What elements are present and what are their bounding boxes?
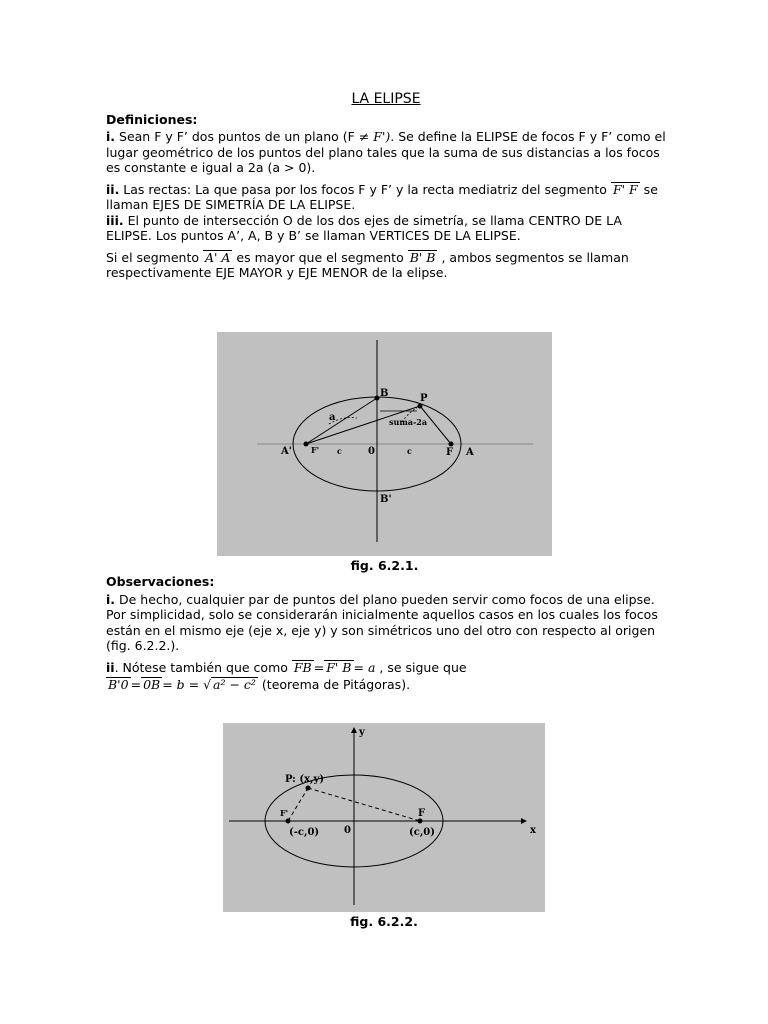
label-aprime: A' xyxy=(281,446,292,457)
label-f-2: F xyxy=(418,808,426,819)
definition-i-text-1: Sean F y F’ dos puntos de un plano (F xyxy=(115,129,359,144)
definitions-heading: Definiciones: xyxy=(106,111,198,127)
label-f: F xyxy=(446,447,454,458)
segment-aprime-a: A' A xyxy=(204,249,231,265)
observation-ii-text-3: (teorema de Pitágoras). xyxy=(257,677,411,692)
observation-ii-formula xyxy=(106,677,666,693)
label-neg-c: (-c,0) xyxy=(289,827,320,838)
segment-fprime-b xyxy=(306,398,377,444)
point-fprime xyxy=(304,442,309,447)
segment-bprime-b: B' B xyxy=(409,249,436,265)
segment-fprime-p-2 xyxy=(288,788,308,821)
ellipse-diagram-1 xyxy=(217,332,552,556)
point-f xyxy=(449,442,454,447)
definition-iv-text-2: es mayor que el segmento xyxy=(232,249,408,265)
observations-section xyxy=(106,574,666,699)
point-p xyxy=(418,404,423,409)
page-title: LA ELIPSE xyxy=(351,91,421,107)
label-origin: 0 xyxy=(368,446,375,457)
ellipse-diagram-2 xyxy=(223,723,545,912)
definition-i-text-2: . Se define la ELIPSE de focos F y F’ como el lugar geométrico de los puntos del plano tales que la suma de sus distancias a los focos es constante e igual a 2a (a > 0). xyxy=(106,129,666,175)
label-c-right: c xyxy=(407,446,412,456)
definition-ii xyxy=(106,182,666,213)
equation-1-equals: = xyxy=(313,659,325,675)
definition-iii xyxy=(106,213,666,244)
not-equal-expression: ≠ F') xyxy=(358,129,391,144)
document-body xyxy=(106,92,666,287)
observations-heading: Observaciones: xyxy=(106,574,215,589)
definition-i xyxy=(106,129,666,176)
segment-fb: FB xyxy=(293,659,312,675)
definition-iv-text-3: , ambos segmentos se llaman respectivamente EJE MAYOR y EJE MENOR de la elipse. xyxy=(106,249,629,280)
label-b: B xyxy=(380,388,389,399)
figure-6-2-1 xyxy=(217,332,552,556)
label-fprime-2: F' xyxy=(280,808,289,818)
figure-6-2-2 xyxy=(223,723,545,912)
definition-i-number: i. xyxy=(106,129,116,144)
definition-ii-text-2: se llaman EJES DE SIMETRÍA DE LA ELIPSE. xyxy=(106,181,658,212)
equation-2-equals: = xyxy=(130,677,142,692)
observation-ii-text-2: , se sigue que xyxy=(375,659,467,675)
equation-1-value: = a xyxy=(353,659,376,675)
label-a: a xyxy=(329,412,336,423)
observation-ii-number: ii xyxy=(106,659,115,675)
observation-i-text: De hecho, cualquier par de puntos del plano pueden servir como focos de una elipse. Por simplicidad, solo se considerarán inicialmente aquellos casos en los cuales los focos están en el mismo eje (eje x, eje y) y son simétricos uno del otro con respecto al origen (fig. 6.2.2.). xyxy=(106,591,658,653)
label-pos-c: (c,0) xyxy=(409,827,435,838)
definition-iv xyxy=(106,250,666,281)
label-x: x xyxy=(530,825,536,836)
label-p: P xyxy=(420,393,428,404)
y-axis-arrow-icon xyxy=(351,727,357,733)
definition-ii-text-1: Las rectas: La que pasa por los focos F y F’ y la recta mediatriz del segmento xyxy=(119,181,611,197)
segment-bprime-0: B'0 xyxy=(108,677,129,692)
segment-fprime-b-text: F' B xyxy=(326,659,352,675)
label-bprime: B' xyxy=(380,494,392,505)
label-a-vertex: A xyxy=(466,447,474,458)
definition-iv-text-1: Si el segmento xyxy=(106,249,203,265)
label-fprime: F' xyxy=(311,445,320,455)
definition-iii-number: iii. xyxy=(106,212,124,228)
equation-2-b-sqrt: = b = √ xyxy=(162,677,212,692)
definition-ii-number: ii. xyxy=(106,181,120,197)
point-fprime-2 xyxy=(286,819,291,824)
observation-i-number: i. xyxy=(106,591,116,607)
label-c-left: c xyxy=(337,446,342,456)
segment-p-f-2 xyxy=(308,788,420,821)
x-axis-arrow-icon xyxy=(521,818,527,824)
figure-6-2-1-caption: fig. 6.2.1. xyxy=(350,558,419,573)
observation-i xyxy=(106,592,666,654)
point-b xyxy=(375,396,380,401)
radicand: a² − c² xyxy=(213,677,256,692)
label-suma: suma-2a xyxy=(389,417,428,427)
segment-0-b: 0B xyxy=(143,677,161,692)
label-p-xy: P: (x,y) xyxy=(285,774,325,785)
label-y: y xyxy=(359,727,365,738)
label-origin-2: 0 xyxy=(344,825,351,836)
figure-6-2-2-caption: fig. 6.2.2. xyxy=(350,914,418,929)
observation-ii-text-1: . Nótese también que como xyxy=(114,659,292,675)
point-p-2 xyxy=(306,786,311,791)
definition-iii-text: El punto de intersección O de los dos ejes de simetría, se llama CENTRO DE LA ELIPSE. Los puntos A’, A, B y B’ se llaman VERTICES DE LA ELIPSE. xyxy=(106,212,622,243)
segment-fprime-f: F' F xyxy=(612,181,638,197)
point-f-2 xyxy=(418,819,423,824)
observation-ii xyxy=(106,660,666,676)
